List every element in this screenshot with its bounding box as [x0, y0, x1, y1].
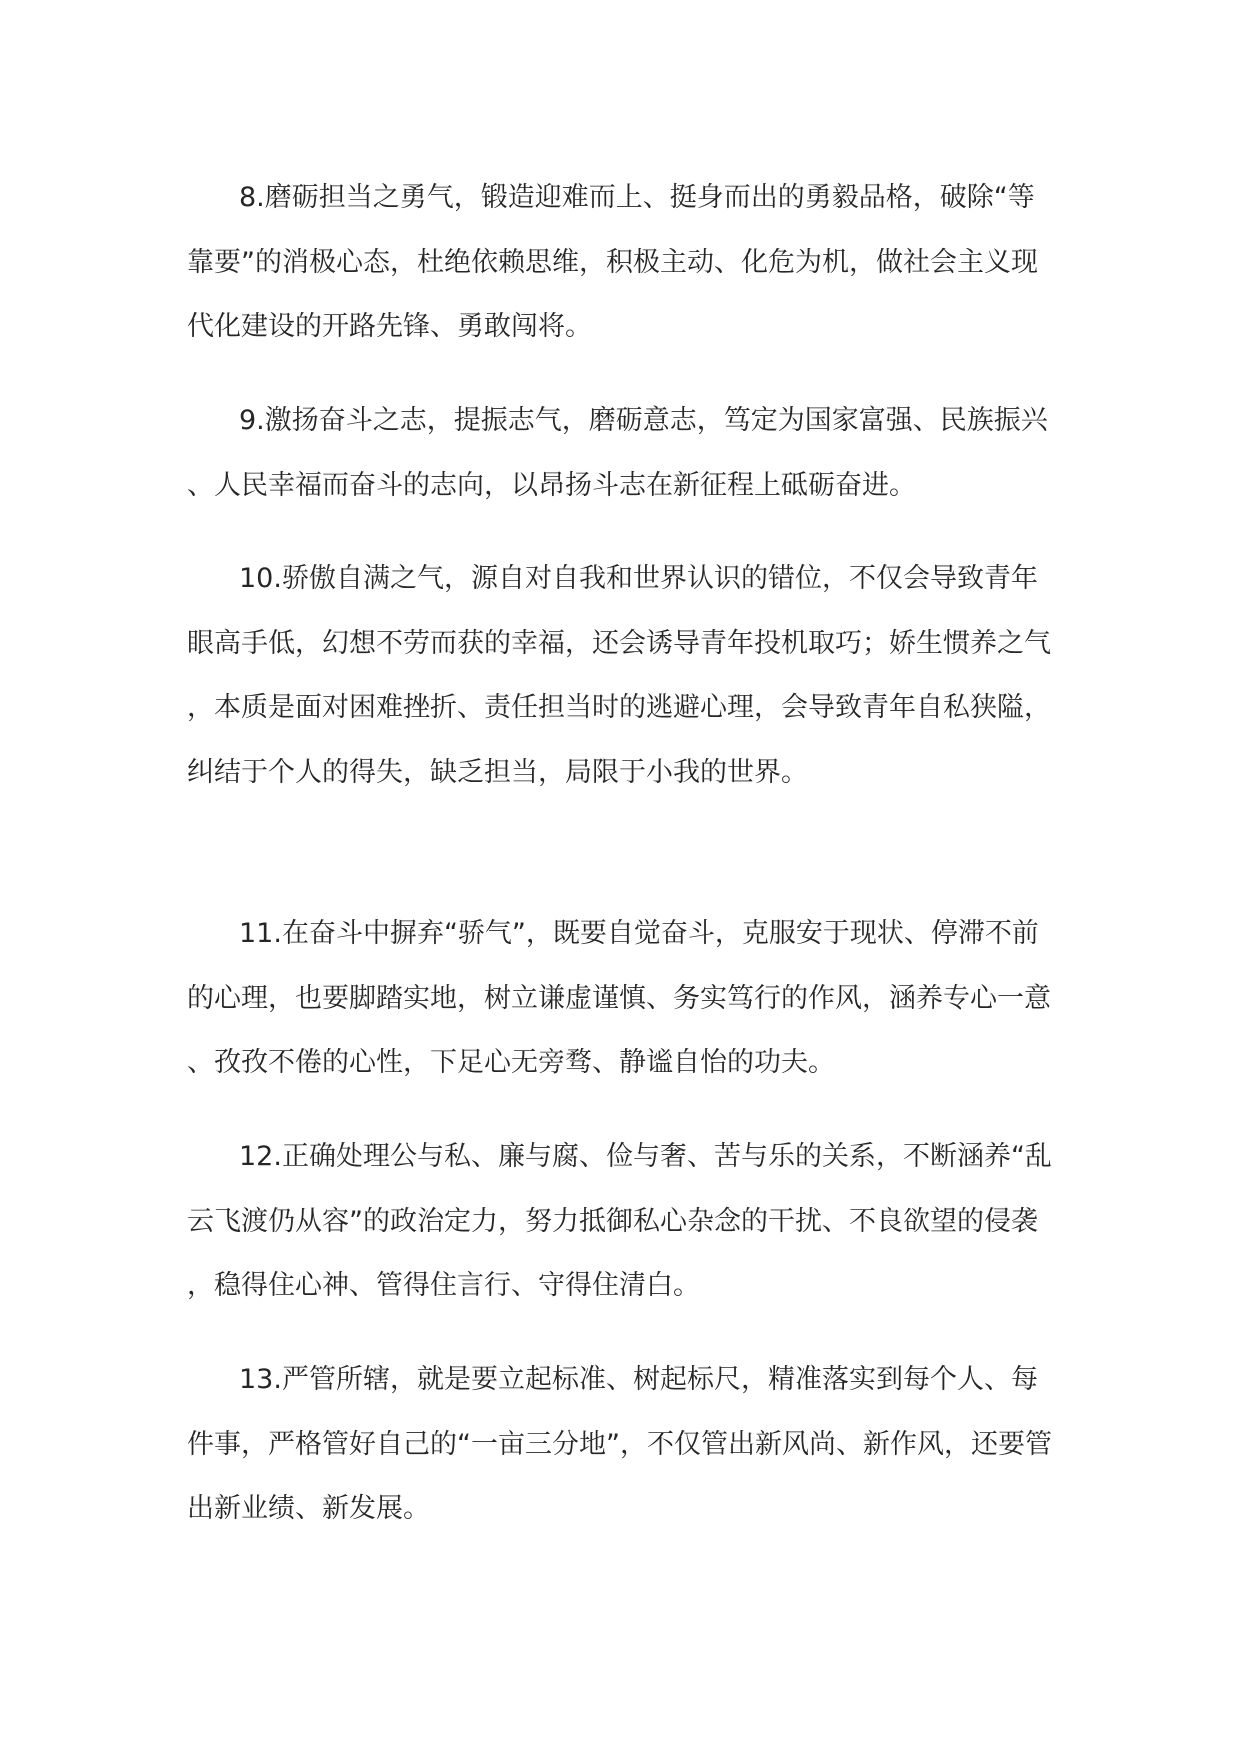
- paragraph-10: 10.骄傲自满之气，源自对自我和世界认识的错位，不仅会导致青年眼高手低，幻想不劳而获的幸福，还会诱导青年投机取巧；娇生惯养之气，本质是面对困难挫折、责任担当时的逃避心理，会导致青年自私狭隘，纠结于个人的得失，缺乏担当，局限于小我的世界。: [187, 563, 1051, 788]
- paragraph-9: 9.激扬奋斗之志，提振志气，磨砺意志，笃定为国家富强、民族振兴、人民幸福而奋斗的志向，以昂扬斗志在新征程上砥砺奋进。: [187, 405, 1048, 501]
- paragraph-12: 12.正确处理公与私、廉与腐、俭与奢、苦与乐的关系，不断涵养“乱云飞渡仍从容”的政治定力，努力抵御私心杂念的干扰、不良欲望的侵袭，稳得住心神、管得住言行、守得住清白。: [187, 1141, 1052, 1301]
- paragraph-11: 11.在奋斗中摒弃“骄气”，既要自觉奋斗，克服安于现状、停滞不前的心理，也要脚踏实地，树立谦虚谨慎、务实笃行的作风，涵养专心一意、孜孜不倦的心性，下足心无旁骛、静谧自怡的功夫。: [187, 918, 1051, 1078]
- paragraph-13: 13.严管所辖，就是要立起标准、树起标尺，精准落实到每个人、每件事，严格管好自己的“一亩三分地”，不仅管出新风尚、新作风，还要管出新业绩、新发展。: [187, 1364, 1052, 1524]
- paragraph-8: 8.磨砺担当之勇气，锻造迎难而上、挺身而出的勇毅品格，破除“等靠要”的消极心态，杜绝依赖思维，积极主动、化危为机，做社会主义现代化建设的开路先锋、勇敢闯将。: [187, 182, 1038, 342]
